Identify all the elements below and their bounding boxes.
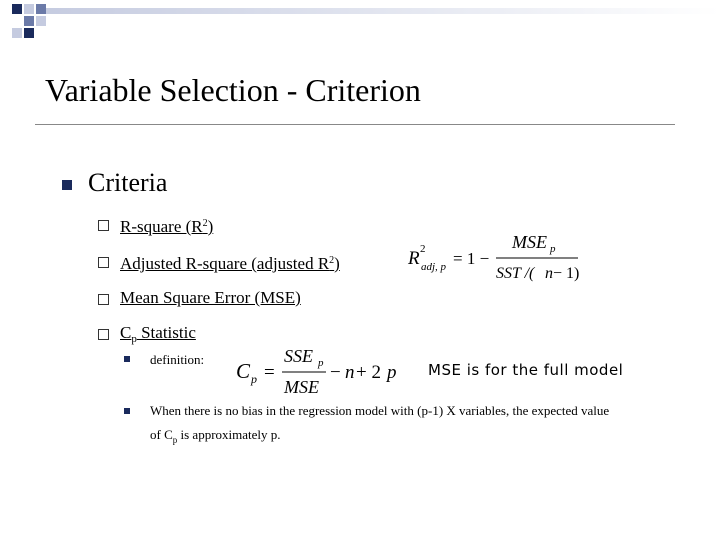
definition-label: definition:: [150, 352, 205, 367]
bullet-icon: [124, 408, 130, 414]
checkbox-bullet-icon: [98, 329, 109, 340]
deco-square-dark-2: [24, 28, 34, 38]
header-decoration: [0, 0, 720, 40]
full-model-note: MSE is for the full model: [428, 361, 624, 379]
no-bias-line-1: When there is no bias in the regression model with (p-1) X variables, the expected value: [150, 403, 610, 418]
svg-text:−: −: [330, 362, 341, 383]
svg-text:− 1): − 1): [553, 265, 580, 282]
deco-square-light-2: [36, 16, 46, 26]
criteria-heading: Criteria: [88, 168, 168, 197]
svg-text:MSE: MSE: [512, 232, 547, 252]
svg-text:+ 2: + 2: [356, 362, 381, 383]
criterion-cp-statistic[interactable]: $C_p$ Statistic: [120, 323, 196, 345]
svg-text:p: p: [318, 357, 324, 369]
slide-title: Variable Selection - Criterion: [45, 72, 421, 108]
svg-text:SSE: SSE: [284, 346, 313, 366]
criterion-r-square[interactable]: R-square $(R^2)$: [120, 217, 214, 236]
svg-text:n: n: [545, 265, 553, 282]
svg-text:C: C: [236, 359, 251, 383]
svg-text:n: n: [345, 362, 355, 383]
bullet-icon: [124, 356, 130, 362]
checkbox-bullet-icon: [98, 294, 109, 305]
criterion-mse[interactable]: Mean Square Error (MSE): [120, 288, 301, 307]
header-bar: [40, 8, 720, 14]
svg-text:=: =: [264, 362, 275, 383]
criterion-adjusted-r-square[interactable]: Adjusted R-square (adjusted $R^2$): [120, 254, 340, 273]
deco-square-dark: [12, 4, 22, 14]
bullet-icon: [62, 180, 72, 190]
adjusted-r-square-formula: [400, 230, 590, 286]
checkbox-bullet-icon: [98, 220, 109, 231]
svg-text:p: p: [387, 362, 397, 383]
deco-square-light: [24, 4, 34, 14]
svg-text:p: p: [251, 372, 257, 386]
svg-text:MSE: MSE: [284, 377, 319, 397]
svg-text:R: R: [408, 248, 420, 269]
checkbox-bullet-icon: [98, 257, 109, 268]
no-bias-statement: [150, 403, 690, 448]
no-bias-line-2: of $C_p$ is approximately p.: [150, 427, 281, 445]
deco-square-mid-2: [24, 16, 34, 26]
svg-text:p: p: [550, 243, 556, 255]
cp-formula: [232, 340, 412, 400]
svg-text:= 1 −: = 1 −: [453, 249, 490, 268]
deco-square-mid: [36, 4, 46, 14]
svg-text:adj, p: adj, p: [421, 261, 447, 273]
svg-text:SST /(: SST /(: [496, 265, 535, 282]
deco-square-light-3: [12, 28, 22, 38]
title-divider: [35, 124, 675, 125]
svg-text:2: 2: [420, 243, 426, 255]
